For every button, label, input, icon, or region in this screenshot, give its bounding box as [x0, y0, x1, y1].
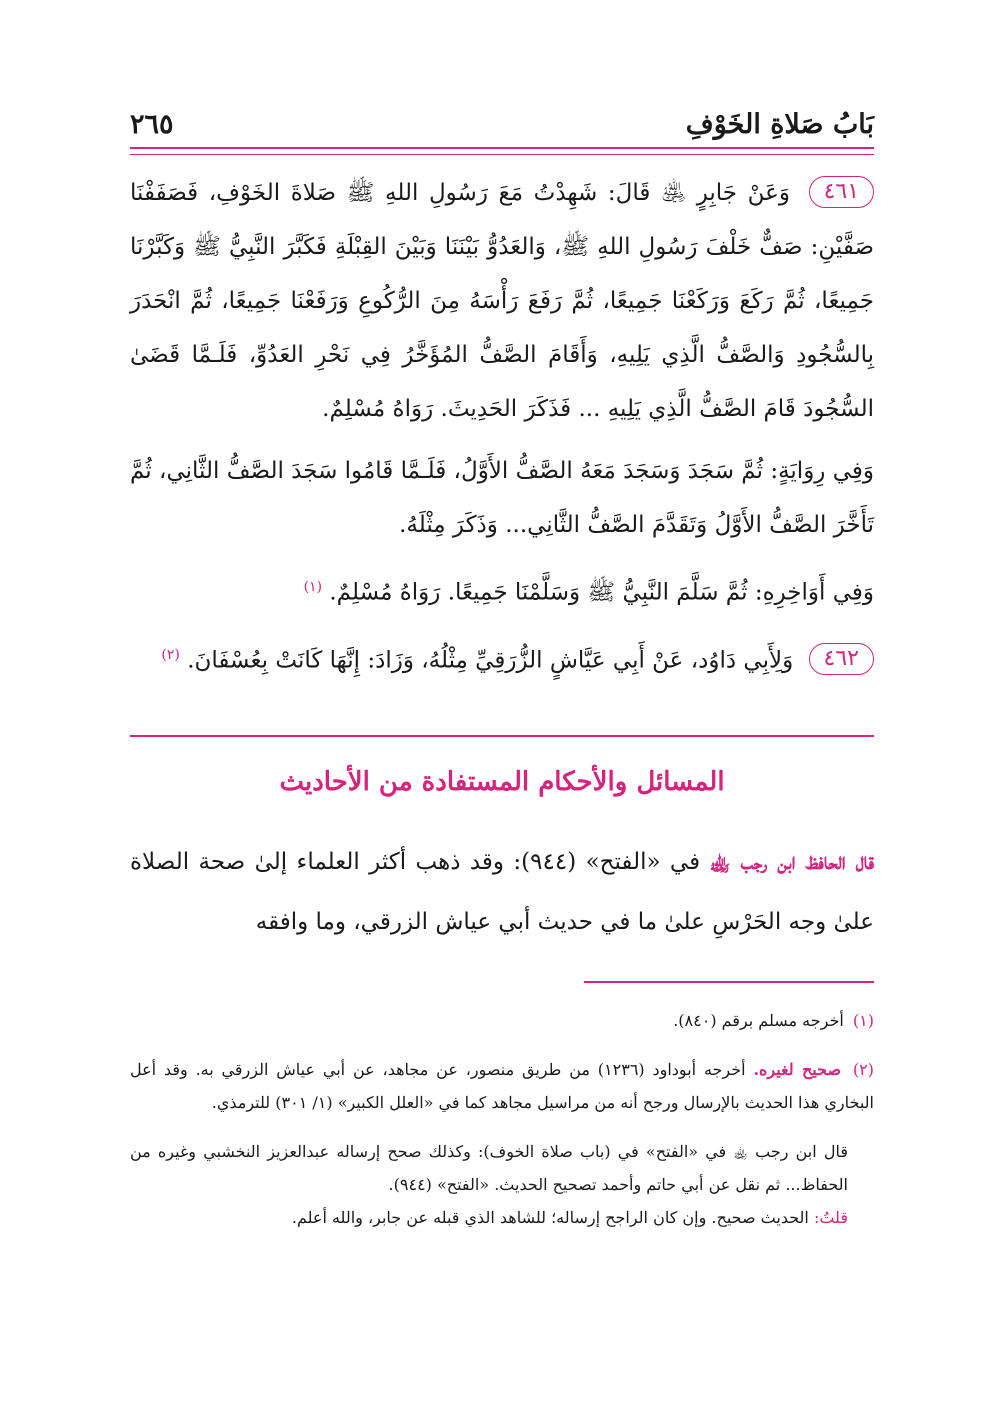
hadith-text: وَفِي أَوَاخِرِهِ: ثُمَّ سَلَّمَ النَّبِيُّ ﷺ وَسَلَّمْنَا جَمِيعًا. رَوَاهُ مُسْلِمٌ. [329, 579, 874, 606]
footnote-number: (٢) [852, 1060, 874, 1079]
chapter-title: بَابُ صَلاةِ الخَوْفِ [685, 109, 874, 140]
hadith-number-badge: ٤٦١ [809, 176, 874, 208]
hadith-paragraph [130, 444, 874, 552]
footnote-1 [130, 1004, 874, 1037]
commentary-lead: قال الحافظ ابن رجب ﵀ [709, 848, 874, 875]
hadith-text: وَلِأَبِي دَاوُد، عَنْ أَبِي عَيَّاشٍ الزُّرَقِيِّ مِثْلُهُ، وَزَادَ: إِنَّهَا كَانَتْ بِعُسْفَانَ. [187, 647, 794, 674]
qultu-label: قلتُ: [813, 1208, 848, 1227]
footnote-note [130, 1135, 874, 1234]
qultu-text: الحديث صحيح. وإن كان الراجح إرساله؛ للشاهد الذي قبله عن جابر، والله أعلم. [291, 1208, 809, 1227]
hadith-text: وَفِي رِوَايَةٍ: ثُمَّ سَجَدَ وَسَجَدَ مَعَهُ الصَّفُّ الأَوَّلُ، فَلَـمَّا قَامُوا سَجَدَ الصَّفُّ الثَّانِي، ثُمَّ تَأَخَّرَ الصَّفُّ الأَوَّلُ وَتَقَدَّمَ الصَّفُّ الثَّانِي... وَذَكَرَ مِثْلَهُ. [130, 458, 874, 538]
footnote-ref[interactable]: (١) [303, 579, 323, 595]
header-rule-thin [130, 154, 874, 155]
footnote-2 [130, 1053, 874, 1119]
header-rule [130, 147, 874, 149]
footnote-number: (١) [852, 1011, 874, 1030]
commentary-body: في «الفتح» (٩٤٤): وقد ذهب أكثر العلماء إلىٰ صحة الصلاة علىٰ وجه الحَرْسِ علىٰ ما في حديث أبي عياش الزرقي، وما وافقه [130, 849, 874, 935]
page-number: ٢٦٥ [130, 109, 174, 140]
hadith-block [130, 166, 874, 687]
footnote-note-text: قال ابن رجب ﵀ في «الفتح» في (باب صلاة الخوف): وكذلك صحح إرساله عبدالعزيز النخشبي وغيره من الحفاظ... ثم نقل عن أبي حاتم وأحمد تصحيح الحديث. «الفتح» (٩٤٤). [130, 1142, 848, 1194]
hadith-paragraph [130, 560, 874, 620]
footnote-grade: صحيح لغيره. [753, 1060, 842, 1079]
footnotes [130, 1004, 874, 1250]
hadith-paragraph [130, 628, 874, 688]
footnote-ref[interactable]: (٢) [161, 646, 180, 663]
section-heading: المسائل والأحكام المستفادة من الأحاديث [279, 767, 725, 797]
footnote-text: أخرجه مسلم برقم (٨٤٠). [673, 1011, 844, 1030]
hadith-paragraph [130, 166, 874, 436]
hadith-number-badge: ٤٦٢ [809, 643, 874, 675]
footnote-rule [584, 981, 874, 983]
commentary-text [130, 832, 874, 952]
footnote-text: أخرجه أبوداود (١٢٣٦) من طريق منصور، عن مجاهد، عن أبي عياش الزرقي به. وقد أعل البخاري هذا الحديث بالإرسال ورجح أنه من مراسيل مجاهد كما في «العلل الكبير» (١/ ٣٠١) للترمذي. [130, 1060, 874, 1112]
section-rule [130, 735, 874, 737]
hadith-text: وَعَنْ جَابِرٍ ﵁ قَالَ: شَهِدْتُ مَعَ رَسُولِ اللهِ ﷺ صَلاةَ الخَوْفِ، فَصَفَفْنَا صَفَّيْنِ: صَفٌّ خَلْفَ رَسُولِ اللهِ ﷺ، وَالعَدُوُّ بَيْنَنَا وَبَيْنَ القِبْلَةِ فَكَبَّرَ النَّبِيُّ ﷺ وَكَبَّرْنَا جَمِيعًا، ثُمَّ رَكَعَ وَرَكَعْنَا جَمِيعًا، ثُمَّ رَفَعَ رَأْسَهُ مِنَ الرُّكُوعِ وَرَفَعْنَا جَمِيعًا، ثُمَّ انْحَدَرَ بِالسُّجُودِ وَالصَّفُّ الَّذِي يَلِيهِ، وَأَقَامَ الصَّفُّ المُؤَخَّرُ فِي نَحْرِ العَدُوِّ، فَلَـمَّا قَضَىٰ السُّجُودَ قَامَ الصَّفُّ الَّذِي يَلِيهِ ... فَذَكَرَ الحَدِيثَ. رَوَاهُ مُسْلِمٌ. [130, 180, 874, 422]
